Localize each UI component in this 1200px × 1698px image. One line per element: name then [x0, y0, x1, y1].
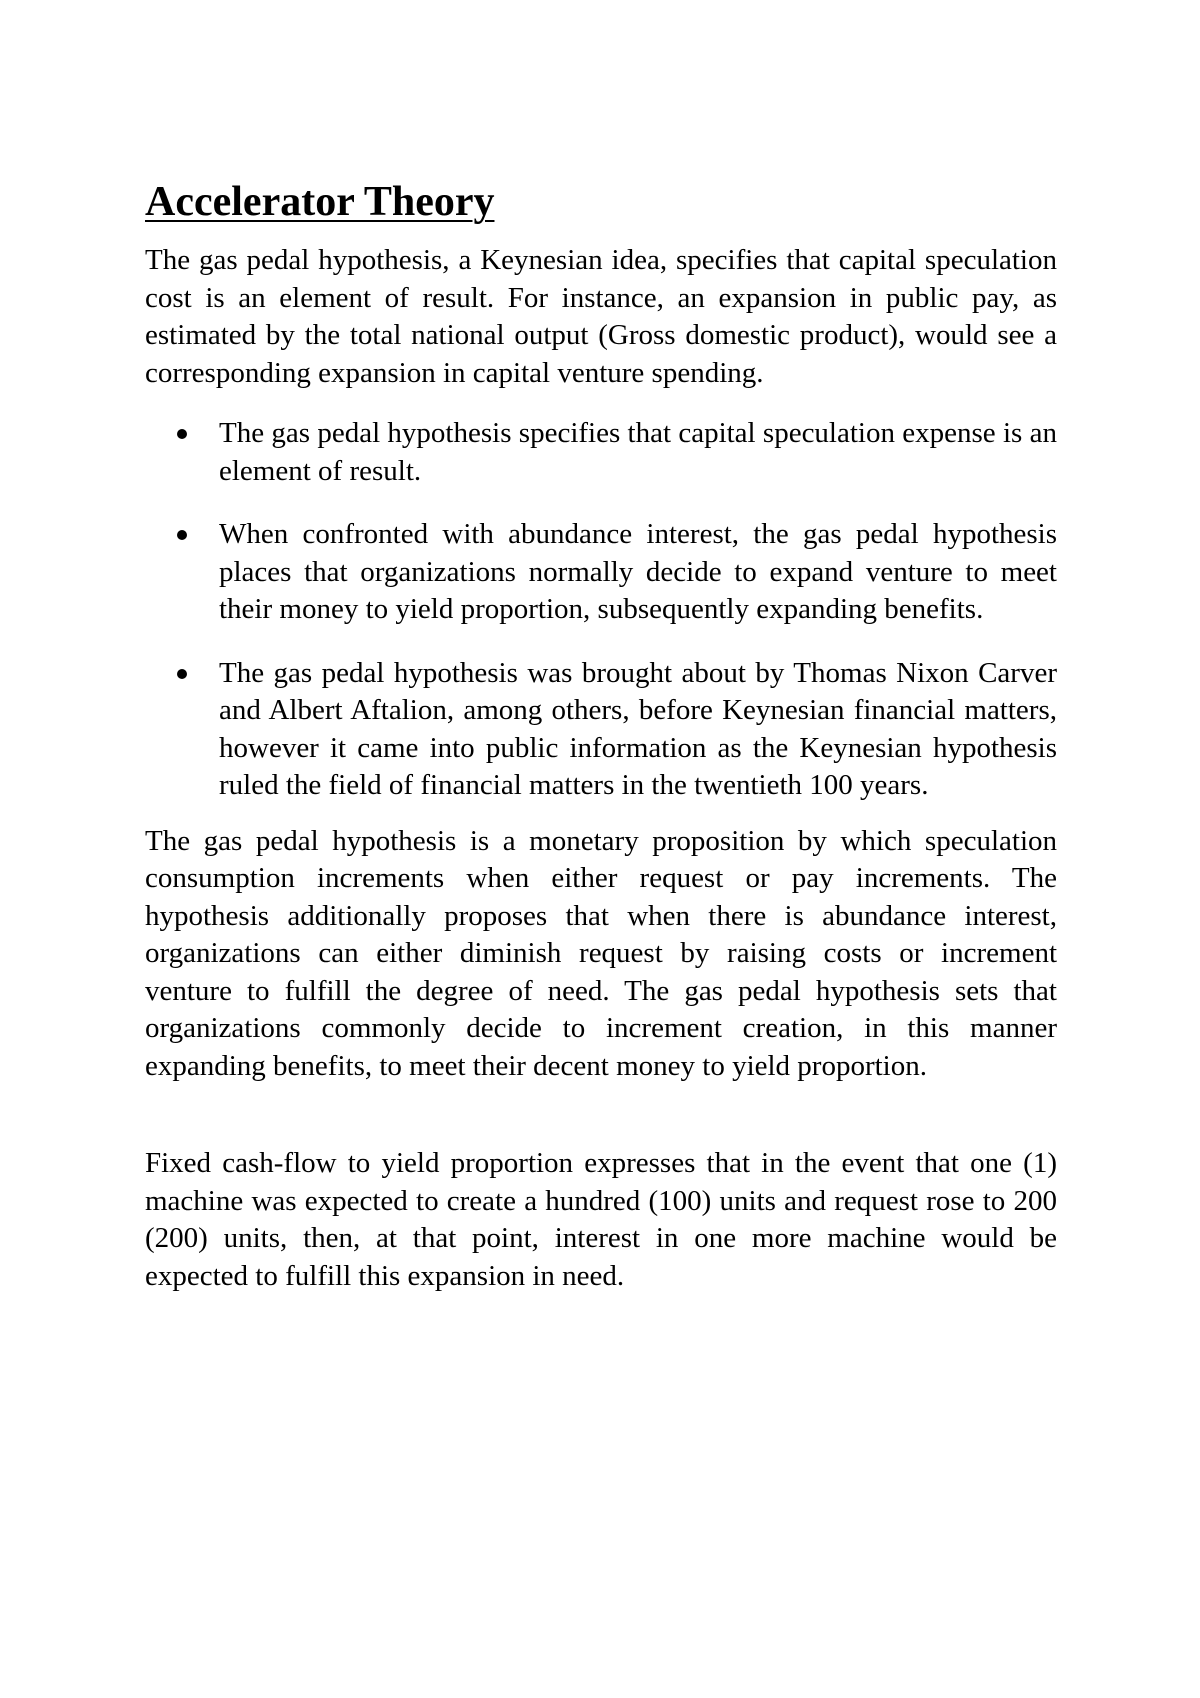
body-paragraph: The gas pedal hypothesis is a monetary proposition by which speculation consumption increments when either request or pay increments. The hypothesis additionally proposes that when there is abundance interest, organizations can either diminish request by raising costs or increment venture to fulfill the degree of need. The gas pedal hypothesis sets that organizations commonly decide to increment creation, in this manner expanding benefits, to meet their decent money to yield proportion.	[145, 824, 1057, 1082]
intro-paragraph: The gas pedal hypothesis, a Keynesian idea, specifies that capital speculation cost is an element of result. For instance, an expansion in public pay, as estimated by the total national output (Gross domestic product), would see a corresponding expansion in capital venture spending.	[145, 244, 1057, 389]
bullet-icon	[177, 530, 187, 540]
bullet-icon	[177, 669, 187, 679]
list-item	[145, 516, 1057, 629]
bullet-icon	[177, 429, 187, 439]
document-title: Accelerator Theory	[145, 179, 495, 225]
document-page	[145, 176, 1057, 1295]
list-item	[145, 655, 1057, 805]
list-item-text: When confronted with abundance interest, the gas pedal hypothesis places that organizations normally decide to expand venture to meet their money to yield proportion, subsequently expanding benefits.	[219, 518, 1057, 625]
list-item	[145, 415, 1057, 490]
list-item-text: The gas pedal hypothesis was brought about by Thomas Nixon Carver and Albert Aftalion, among others, before Keynesian financial matters, however it came into public information as the Keynesian hypothesis ruled the field of financial matters in the twentieth 100 years.	[219, 656, 1057, 801]
list-item-text: The gas pedal hypothesis specifies that capital speculation expense is an element of result.	[219, 417, 1057, 487]
key-points-list	[145, 415, 1057, 805]
closing-paragraph: Fixed cash-flow to yield proportion expresses that in the event that one (1) machine was expected to create a hundred (100) units and request rose to 200 (200) units, then, at that point, interest in one more machine would be expected to fulfill this expansion in need.	[145, 1147, 1057, 1292]
